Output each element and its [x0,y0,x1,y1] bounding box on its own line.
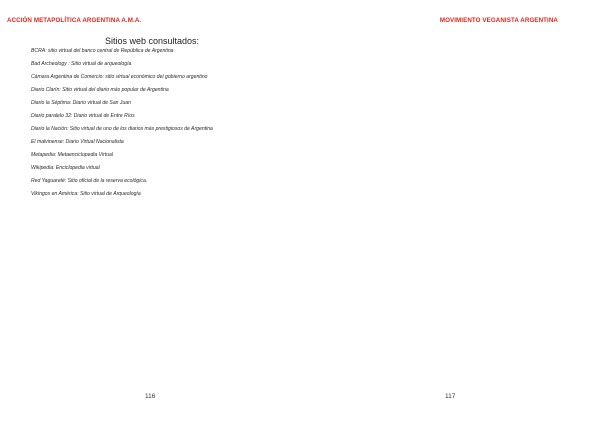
left-running-header: ACCIÓN METAPOLÍTICA ARGENTINA A.M.A. [7,17,142,24]
right-running-header: MOVIMIENTO VEGANISTA ARGENTINA [439,17,558,24]
site-entry-wikipedia: Wikipedia: Enciclopedia virtual [31,165,100,171]
right-page-number: 117 [445,393,456,400]
site-entry-metapedia: Metapedia: Metaenciclopedia Virtual [31,152,114,158]
site-entry-el-malvinense: El malvinense: Diario Virtual Nacionalista [31,139,124,145]
site-entry-bcra: BCRA: sitio virtual del banco central de República de Argentina [31,48,174,54]
site-entry-camara-comercio: Cámara Argentina de Comercio: sitio virtual económico del gobierno argentino [31,74,208,80]
site-entry-clarin: Diario Clarín: Sitio virtual del diario más popular de Argentina [31,87,169,93]
site-entry-la-nacion: Diario la Nación: Sitio virtual de uno de los diarios más prestigiosos de Argentina [31,126,213,132]
site-entry-bad-archeology: Bad Archeology : Sitio virtual de arqueología [31,61,132,67]
consulted-sites-list [31,48,213,204]
site-entry-vikingos-america: Vikingos en América: Sitio virtual de Arqueología [31,191,141,197]
left-page-number: 116 [145,393,156,400]
sites-section-title: Sitios web consultados: [105,36,200,46]
right-page [300,0,600,424]
site-entry-la-septima: Diario la Séptima: Diario virtual de San Juan [31,100,131,106]
site-entry-paralelo-32: Diario paralelo 32: Diario virtual de Entre Ríos [31,113,135,119]
site-entry-red-yaguarete: Red Yaguareté: Sitio oficial de la reserva ecológica. [31,178,148,184]
